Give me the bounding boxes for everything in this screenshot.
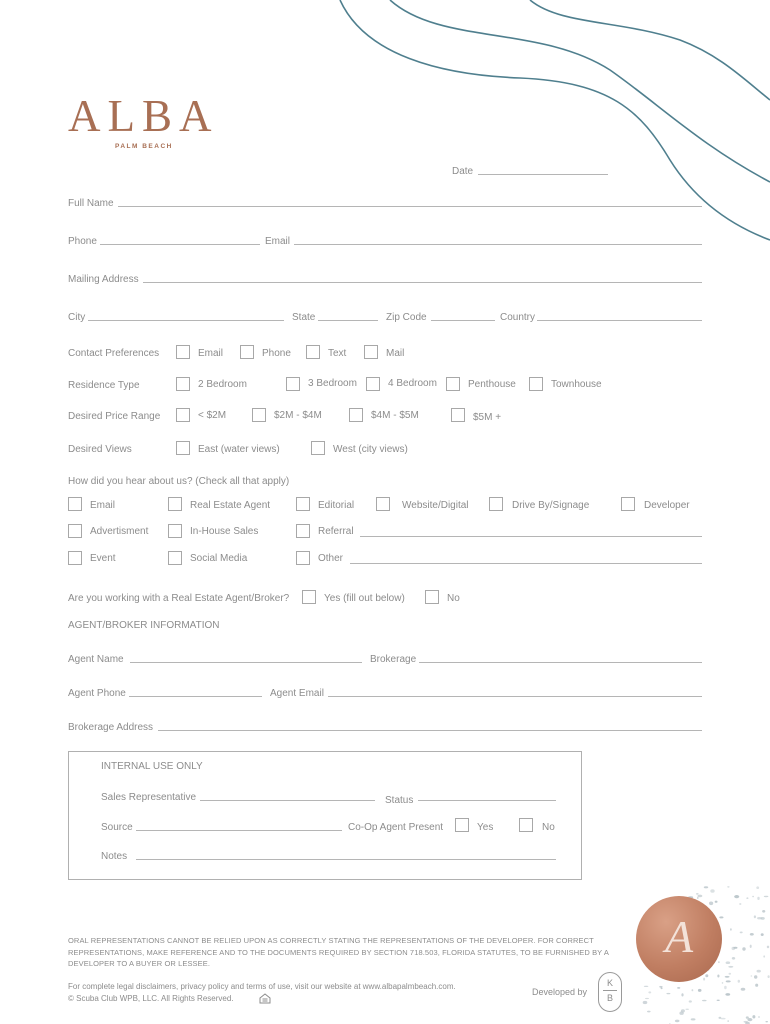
city-field[interactable] — [88, 320, 284, 321]
brokerage-address-field[interactable] — [158, 730, 702, 731]
speckle-dot — [721, 1018, 726, 1020]
price-range-label: Desired Price Range — [68, 411, 161, 422]
hear-advertisement-label: Advertisment — [90, 526, 149, 537]
residence-penthouse-checkbox[interactable] — [446, 377, 460, 391]
speckle-dot — [765, 1021, 768, 1022]
speckle-dot — [761, 933, 764, 936]
speckle-dot — [729, 973, 732, 975]
speckle-dot — [754, 975, 757, 978]
brokerage-field[interactable] — [419, 662, 702, 663]
speckle-dot — [750, 933, 754, 936]
hear-website-label: Website/Digital — [402, 500, 469, 511]
speckle-dot — [703, 978, 705, 981]
price-5m-plus-label: $5M + — [473, 412, 502, 423]
speckle-dot — [732, 947, 736, 950]
speckle-dot — [666, 993, 670, 994]
mailing-address-field[interactable] — [143, 282, 702, 283]
speckle-dot — [755, 984, 758, 987]
phone-field[interactable] — [100, 244, 260, 245]
sales-rep-field[interactable] — [200, 800, 375, 801]
residence-townhouse-label: Townhouse — [551, 379, 602, 390]
coop-no-checkbox[interactable] — [519, 818, 533, 832]
alba-medallion-icon — [636, 896, 722, 982]
price-under-2m-checkbox[interactable] — [176, 408, 190, 422]
phone-label: Phone — [68, 236, 97, 247]
hear-agent-checkbox[interactable] — [168, 497, 182, 511]
speckle-dot — [730, 928, 732, 930]
views-east-checkbox[interactable] — [176, 441, 190, 455]
kb-top-letter: K — [606, 978, 613, 988]
residence-2bed-label: 2 Bedroom — [198, 379, 247, 390]
price-under-2m-label: < $2M — [198, 410, 227, 421]
hear-driveby-label: Drive By/Signage — [512, 500, 590, 511]
speckle-dot — [648, 991, 651, 993]
contact-mail-label: Mail — [386, 348, 405, 359]
residence-4bed-checkbox[interactable] — [366, 377, 380, 391]
speckle-dot — [698, 895, 703, 898]
speckle-dot — [717, 975, 719, 978]
source-field[interactable] — [136, 830, 342, 831]
speckle-dot — [744, 1021, 748, 1023]
country-label: Country — [500, 312, 536, 323]
speckle-dot — [727, 886, 729, 887]
full-name-label: Full Name — [68, 198, 114, 209]
agent-phone-label: Agent Phone — [68, 688, 126, 699]
speckle-dot — [746, 898, 748, 899]
speckle-dot — [732, 957, 735, 960]
developed-by-label: Developed by — [532, 987, 588, 997]
hear-developer-checkbox[interactable] — [621, 497, 635, 511]
contact-text-label: Text — [328, 348, 347, 359]
legal-line: For complete legal disclaimers, privacy policy and terms of use, visit our website at www.albapalmbeach.com. — [68, 982, 456, 991]
views-west-checkbox[interactable] — [311, 441, 325, 455]
hear-other-label: Other — [318, 553, 344, 564]
date-field[interactable] — [478, 174, 608, 175]
equal-housing-icon — [259, 993, 271, 1004]
speckle-dot — [710, 889, 714, 893]
views-west-label: West (city views) — [333, 444, 408, 455]
hear-website-checkbox[interactable] — [376, 497, 390, 511]
speckle-dot — [754, 915, 756, 918]
speckle-dot — [767, 946, 769, 949]
views-east-label: East (water views) — [198, 444, 280, 455]
speckle-dot — [689, 1000, 692, 1002]
residence-townhouse-checkbox[interactable] — [529, 377, 543, 391]
state-field[interactable] — [318, 320, 378, 321]
other-field[interactable] — [350, 563, 702, 564]
speckle-dot — [752, 896, 754, 898]
contact-mail-checkbox[interactable] — [364, 345, 378, 359]
agent-email-field[interactable] — [328, 696, 702, 697]
speckle-dot — [704, 886, 708, 888]
zip-field[interactable] — [431, 320, 495, 321]
brokerage-address-label: Brokerage Address — [68, 722, 154, 733]
speckle-dot — [762, 910, 765, 913]
speckle-dot — [734, 895, 739, 898]
residence-4bed-label: 4 Bedroom — [388, 378, 437, 389]
hear-inhouse-label: In-House Sales — [190, 526, 259, 537]
contact-email-label: Email — [198, 348, 224, 359]
alba-logo: ALBA — [68, 91, 219, 141]
logo-subtitle: PALM BEACH — [115, 143, 173, 150]
speckle-dot — [757, 970, 761, 973]
speckle-dot — [757, 897, 759, 900]
residence-penthouse-label: Penthouse — [468, 379, 516, 390]
hear-editorial-label: Editorial — [318, 500, 355, 511]
hear-inhouse-checkbox[interactable] — [168, 524, 182, 538]
country-field[interactable] — [537, 320, 702, 321]
speckle-dot — [681, 993, 683, 996]
hear-driveby-checkbox[interactable] — [489, 497, 503, 511]
speckle-dot — [740, 932, 743, 934]
speckle-dot — [728, 966, 733, 968]
hear-social-checkbox[interactable] — [168, 551, 182, 565]
hear-email-checkbox[interactable] — [68, 497, 82, 511]
brokerage-label: Brokerage — [370, 654, 417, 665]
speckle-dot — [725, 976, 730, 978]
contact-email-checkbox[interactable] — [176, 345, 190, 359]
contact-text-checkbox[interactable] — [306, 345, 320, 359]
agent-name-field[interactable] — [130, 662, 362, 663]
speckle-dot — [691, 1018, 696, 1020]
internal-heading: INTERNAL USE ONLY — [101, 761, 203, 772]
speckle-dot — [738, 980, 740, 983]
notes-label: Notes — [101, 851, 128, 862]
speckle-dot — [702, 1000, 707, 1002]
agent-section-heading: AGENT/BROKER INFORMATION — [68, 620, 220, 631]
speckle-dot — [726, 980, 731, 982]
residence-3bed-label: 3 Bedroom — [308, 378, 357, 389]
status-label: Status — [385, 795, 414, 806]
speckle-dot — [717, 1000, 720, 1001]
hear-agent-label: Real Estate Agent — [190, 500, 271, 511]
speckle-dot — [709, 902, 713, 906]
legal-disclaimer: ORAL REPRESENTATIONS CANNOT BE RELIED UPON AS CORRECTLY STATING THE REPRESENTATIONS OF THE DEVELOPER. FOR CORRECT REPRESENTATIONS, MAKE REFERENCE AND TO THE DOCUMENTS REQUIRED BY SECTION 718.503, FLORIDA STATUTES, TO BE FURNISHED BY A DEVELOPER TO A BUYER OR LESSEE. — [68, 936, 609, 968]
speckle-dot — [768, 975, 770, 978]
speckle-dot — [698, 989, 702, 992]
source-label: Source — [101, 822, 133, 833]
agent-no-label: No — [447, 593, 460, 604]
agent-yes-checkbox[interactable] — [302, 590, 316, 604]
speckle-dot — [764, 896, 769, 897]
speckle-dot — [727, 1020, 729, 1021]
hear-about-label: How did you hear about us? (Check all that apply) — [68, 476, 290, 487]
speckle-dot — [696, 893, 699, 895]
speckle-dot — [685, 1009, 689, 1010]
hear-advertisement-checkbox[interactable] — [68, 524, 82, 538]
speckle-dot — [677, 987, 680, 989]
speckle-dot — [756, 886, 759, 889]
residence-3bed-checkbox[interactable] — [286, 377, 300, 391]
speckle-dot — [681, 1009, 685, 1012]
price-4m-5m-label: $4M - $5M — [371, 410, 419, 421]
agent-yes-label: Yes (fill out below) — [324, 593, 405, 604]
speckle-dot — [724, 986, 727, 989]
price-2m-4m-checkbox[interactable] — [252, 408, 266, 422]
speckle-dot — [647, 1011, 651, 1013]
hear-editorial-checkbox[interactable] — [296, 497, 310, 511]
agent-email-label: Agent Email — [270, 688, 324, 699]
speckle-dot — [659, 986, 662, 988]
medallion-letter: A — [664, 911, 694, 962]
speckle-dot — [692, 989, 694, 991]
contact-phone-label: Phone — [262, 348, 291, 359]
speckle-dot — [675, 1020, 680, 1023]
price-4m-5m-checkbox[interactable] — [349, 408, 363, 422]
kb-developer-logo — [598, 972, 622, 1012]
speckle-dot — [715, 901, 718, 903]
speckle-dot — [726, 961, 731, 964]
speckle-dot — [697, 897, 699, 899]
hear-social-label: Social Media — [190, 553, 248, 564]
coop-no-label: No — [542, 822, 555, 833]
email-field[interactable] — [294, 244, 702, 245]
agent-phone-field[interactable] — [129, 696, 262, 697]
state-label: State — [292, 312, 316, 323]
referral-field[interactable] — [360, 536, 702, 537]
sales-rep-label: Sales Representative — [101, 792, 197, 803]
speckle-dot — [739, 903, 741, 904]
hear-event-label: Event — [90, 553, 116, 564]
hear-event-checkbox[interactable] — [68, 551, 82, 565]
email-label: Email — [265, 236, 291, 247]
speckle-dot — [751, 975, 753, 976]
hear-other-checkbox[interactable] — [296, 551, 310, 565]
contact-phone-checkbox[interactable] — [240, 345, 254, 359]
coop-yes-checkbox[interactable] — [455, 818, 469, 832]
coop-yes-label: Yes — [477, 822, 494, 833]
hear-referral-checkbox[interactable] — [296, 524, 310, 538]
kb-bottom-letter: B — [606, 993, 613, 1003]
zip-label: Zip Code — [386, 312, 427, 323]
speckle-dot — [643, 1001, 648, 1004]
copyright: © Scuba Club WPB, LLC. All Rights Reserved. — [68, 994, 234, 1003]
speckle-dot — [705, 974, 708, 977]
status-field[interactable] — [418, 800, 556, 801]
speckle-dot — [758, 1016, 760, 1018]
mailing-address-label: Mailing Address — [68, 274, 139, 285]
hear-email-label: Email — [90, 500, 116, 511]
speckle-dot — [750, 945, 752, 948]
residence-type-label: Residence Type — [68, 380, 140, 391]
agent-no-checkbox[interactable] — [425, 590, 439, 604]
residence-2bed-checkbox[interactable] — [176, 377, 190, 391]
desired-views-label: Desired Views — [68, 444, 132, 455]
notes-field[interactable] — [136, 859, 556, 860]
speckle-dot — [761, 917, 765, 920]
speckle-dot — [644, 986, 649, 987]
hear-developer-label: Developer — [644, 500, 690, 511]
price-5m-plus-checkbox[interactable] — [451, 408, 465, 422]
price-2m-4m-label: $2M - $4M — [274, 410, 322, 421]
speckle-dot — [746, 1016, 749, 1018]
agent-question-label: Are you working with a Real Estate Agent/Broker? — [68, 593, 290, 604]
speckle-dot — [752, 1015, 755, 1018]
speckle-dot — [722, 982, 724, 984]
speckle-dot — [741, 988, 746, 991]
agent-name-label: Agent Name — [68, 654, 124, 665]
speckle-dot — [742, 947, 745, 950]
full-name-field[interactable] — [118, 206, 702, 207]
date-label: Date — [452, 166, 474, 177]
speckle-dot — [645, 998, 649, 999]
speckle-dot — [725, 993, 730, 996]
hear-referral-label: Referral — [318, 526, 354, 537]
coop-label: Co-Op Agent Present — [348, 822, 444, 833]
speckle-dot — [763, 955, 765, 957]
contact-preferences-label: Contact Preferences — [68, 348, 160, 359]
city-label: City — [68, 312, 86, 323]
